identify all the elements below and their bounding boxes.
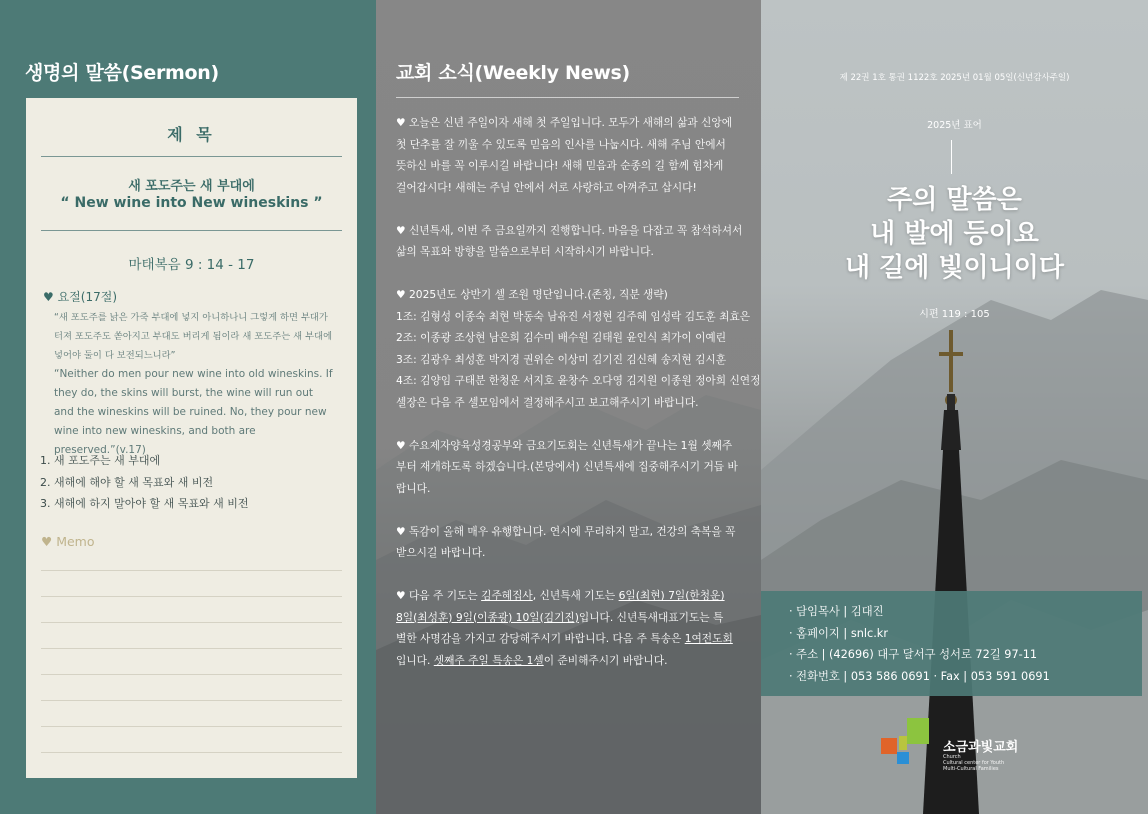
sermon-panel-title: 생명의 말씀(Sermon) (25, 62, 219, 84)
divider (951, 140, 952, 174)
motto-line: 내 길에 빛이니이다 (844, 253, 1065, 283)
news-panel (376, 0, 761, 814)
divider (41, 156, 342, 157)
church-sub-line: Cultural center for Youth (943, 760, 1005, 766)
memo-line (41, 726, 342, 727)
news-text: ♥ 다음 주 기도는 (396, 589, 482, 602)
news-line: 첫 단추를 잘 끼울 수 있도록 믿음의 인사를 나눕시다. 새해 주님 안에서 (396, 137, 726, 151)
church-sub-line: Multi-Cultural Families (943, 766, 999, 772)
list-item: 3. 새해에 하지 말아야 할 새 목표와 새 비전 (40, 497, 249, 510)
cover-panel (761, 0, 1148, 814)
news-item (396, 112, 751, 198)
memo-line (41, 622, 342, 623)
summary-quote-en: “Neither do men pour new wine into old wineskins. If they do, the skins will burst, the wine will run out and the wineskins will be ruined. No, they pour new wine into new wineskins, and both are preserved.”(v.17) (54, 368, 333, 456)
sermon-title-en: “ New wine into New wineskins ” (60, 195, 323, 211)
sermon-card (26, 98, 357, 778)
news-highlight: 8일(최성훈) 9일(이종광) 10일(김기진) (396, 610, 579, 624)
church-logo (879, 716, 1039, 786)
news-highlight: 6일(최현) 7일(한청운) (618, 589, 725, 602)
news-line: 받으시길 바랍니다. (396, 546, 486, 559)
news-line: ♥ 신년특새, 이번 주 금요일까지 진행합니다. 마음을 다잡고 꼭 참석하셔서 (396, 223, 743, 237)
heart-icon: ♥ (43, 290, 54, 304)
summary-verse-label (43, 288, 117, 305)
scripture-reference: 마태복음 9 : 14 - 17 (128, 257, 255, 273)
church-sub-line: Church (943, 754, 961, 760)
news-highlight: 1여전도회 (684, 632, 733, 645)
church-logo-icon (879, 716, 939, 776)
news-item (396, 220, 751, 263)
news-line: ♥ 독감이 올해 매우 유행합니다. 연시에 무리하지 말고, 건강의 축복을 꼭 (396, 524, 736, 538)
sermon-panel (0, 0, 376, 814)
news-line: 4조: 김양임 구태분 한청운 서지호 윤창수 오다영 김지원 이종원 정아희 신연정 (396, 374, 761, 387)
memo-line (41, 596, 342, 597)
news-highlight: 셋째주 주일 특송은 1셀 (433, 653, 544, 667)
homepage-info[interactable]: · 홈페이지 | snlc.kr (789, 626, 888, 640)
memo-line (41, 570, 342, 571)
memo-line (41, 674, 342, 675)
summary-quote-ko: “새 포도주를 낡은 가죽 부대에 넣지 아니하나니 그렇게 하면 부대가 터져 포도주도 쏟아지고 부대도 버리게 됨이라 새 포도주는 새 부대에 넣어야 둘이 다 보전되느니라” (54, 312, 333, 361)
memo-line (41, 648, 342, 649)
news-item-prayer (396, 585, 751, 671)
news-text: , 신년특새 기도는 (532, 589, 619, 602)
news-line: 부터 재개하도록 하겠습니다.(본당에서) 신년특새에 집중해주시기 거듭 바 (396, 460, 738, 473)
sermon-points-list (40, 450, 340, 515)
memo-label (41, 534, 95, 549)
news-line: 뜻하신 바를 꼭 이루시길 바랍니다! 새해 믿음과 순종의 길 함께 힘차게 (396, 159, 724, 172)
year-motto (761, 183, 1148, 285)
memo-line (41, 752, 342, 753)
news-line (396, 628, 751, 650)
news-line: 셀장은 다음 주 셀모임에서 결정해주시고 보고해주시기 바랍니다. (396, 395, 699, 409)
news-item (396, 521, 751, 564)
news-line: 랍니다. (396, 481, 431, 495)
news-line: 삶의 목표와 방향을 말씀으로부터 시작하시기 바랍니다. (396, 245, 654, 258)
news-line: ♥ 오늘은 신년 주일이자 새해 첫 주일입니다. 모두가 새해의 삶과 신앙에 (396, 116, 733, 129)
list-item: 1. 새 포도주는 새 부대에 (40, 454, 161, 467)
sermon-card-header: 제 목 (167, 125, 216, 144)
news-line: ♥ 2025년도 상반기 셀 조원 명단입니다.(존칭, 직분 생략) (396, 288, 668, 301)
news-line (396, 650, 751, 672)
news-item (396, 435, 751, 500)
motto-line: 주의 말씀은 (887, 185, 1022, 215)
issue-info: 제 22권 1호 통권 1122호 2025년 01월 05일(신년감사주일) (839, 73, 1070, 83)
news-text: 입니다. (396, 653, 434, 667)
news-panel-title: 교회 소식(Weekly News) (396, 62, 630, 84)
memo-line (41, 700, 342, 701)
news-text: 입니다. 신년특새대표기도는 특 (578, 610, 724, 624)
divider (396, 97, 739, 98)
news-line: 걸어갑시다! 새해는 주님 안에서 서로 사랑하고 아껴주고 삽시다! (396, 180, 697, 194)
memo-label-text: Memo (56, 534, 95, 549)
church-subtitle (943, 754, 1004, 772)
news-text: 이 준비해주시기 바랍니다. (543, 653, 668, 667)
news-text: 별한 사명감을 가지고 감당해주시기 바랍니다. 다음 주 특송은 (396, 632, 685, 645)
motto-reference: 시편 119 : 105 (919, 309, 990, 320)
heart-icon: ♥ (41, 534, 53, 549)
list-item: 2. 새해에 해야 할 새 목표와 새 비전 (40, 475, 214, 489)
news-list (396, 112, 761, 693)
pastor-info: · 담임목사 | 김대진 (789, 605, 884, 618)
motto-line: 내 발에 등이요 (870, 219, 1039, 249)
contact-box (761, 591, 1142, 696)
news-line: 3조: 김광우 최성훈 박지경 권위순 이상미 김기진 김신혜 송지현 김시훈 (396, 352, 727, 366)
church-name: 소금과빛교회 (943, 740, 1019, 755)
news-highlight: 김주혜집사 (481, 589, 533, 602)
news-line: 1조: 김형성 이종숙 최현 박동숙 남유진 서정현 김주혜 임성락 김도훈 최효은 (396, 309, 751, 323)
summary-label-text: 요절(17절) (57, 290, 118, 304)
news-line (396, 607, 751, 629)
address-info: · 주소 | (42696) 대구 달서구 성서로 72길 97-11 (789, 648, 1038, 661)
sermon-title-ko: 새 포도주는 새 부대에 (128, 179, 255, 194)
phone-fax-info: · 전화번호 | 053 586 0691 · Fax | 053 591 0691 (789, 669, 1050, 683)
news-line: 2조: 이종광 조상현 남은희 김수미 배수원 김태원 윤인식 최가이 이예린 (396, 331, 727, 344)
divider (41, 230, 342, 231)
news-line (396, 585, 751, 607)
news-item (396, 284, 761, 413)
year-motto-label: 2025년 표어 (927, 120, 982, 131)
news-line: ♥ 수요제자양육성경공부와 금요기도회는 신년특새가 끝나는 1월 셋째주 (396, 438, 733, 452)
